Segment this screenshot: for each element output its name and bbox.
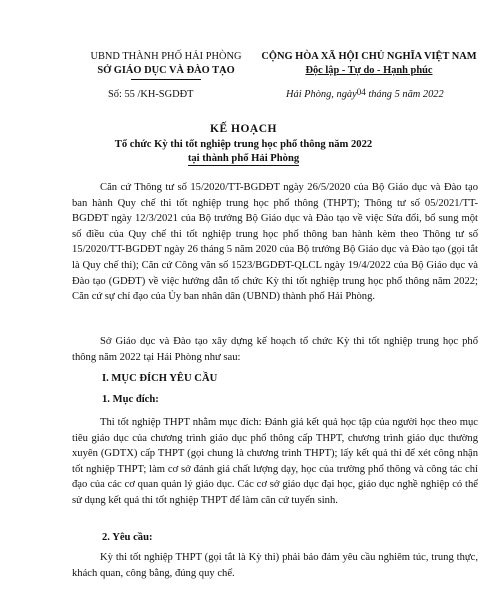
issuer-underline <box>131 79 201 80</box>
national-motto: Độc lập - Tự do - Hạnh phúc <box>305 64 433 76</box>
subsection-heading-purpose: 1. Mục đích: <box>102 394 159 405</box>
document-title: KẾ HOẠCH <box>210 123 277 135</box>
intro-paragraph <box>72 334 478 365</box>
paragraph-text: Kỳ thi tốt nghiệp THPT (gọi tắt là Kỳ thi) phải bảo đảm yêu cầu nghiêm túc, trung thực, khách quan, công bằng, đúng quy chế. <box>72 552 478 579</box>
subsection-heading-requirements: 2. Yêu cầu: <box>102 532 153 543</box>
national-header <box>258 50 480 77</box>
paragraph-text: Căn cứ Thông tư số 15/2020/TT-BGDĐT ngày 26/5/2020 của Bộ Giáo dục và Đào tạo ban hành Quy chế thi tốt nghiệp trung học phổ thông (THPT); Thông tư số 05/2021/TT-BGDĐT ngày 12/3/2021 của Bộ trưởng Bộ Giáo dục và Đào tạo về việc Sửa đổi, bổ sung một số điều của Quy chế thi tốt nghiệp trung học phổ thông ban hành kèm theo Thông tư số 15/2020/TT-BGDĐT ngày 26 tháng 5 năm 2020 của Bộ trưởng Bộ Giáo dục và Đào tạo (gọi tắt là Quy chế thi); Căn cứ Công văn số 1523/BGDĐT-QLCL ngày 19/4/2022 của Bộ Giáo dục và Đào tạo (GDĐT) về việc hướng dẫn tổ chức Kỳ thi tốt nghiệp trung học phổ thông năm 2022; Căn cứ sự chỉ đạo của Ủy ban nhân dân (UBND) thành phố Hải Phòng. <box>72 182 478 303</box>
paragraph-text: Sở Giáo dục và Đào tạo xây dựng kế hoạch tổ chức Kỳ thi tốt nghiệp trung học phổ thông năm 2022 tại Hải Phòng như sau: <box>72 336 478 363</box>
issuer-block <box>72 50 260 80</box>
national-name: CỘNG HÒA XÃ HỘI CHỦ NGHĨA VIỆT NAM <box>261 51 477 62</box>
document-subtitle-1: Tổ chức Kỳ thi tốt nghiệp trung học phổ thông năm 2022 <box>114 139 373 150</box>
legal-basis-paragraph <box>72 180 478 305</box>
date-suffix: tháng 5 năm 2022 <box>365 89 444 100</box>
issuer-department: SỞ GIÁO DỤC VÀ ĐÀO TẠO <box>97 64 235 76</box>
section-heading-1: I. MỤC ĐÍCH YÊU CẦU <box>102 373 218 384</box>
document-date <box>286 89 444 100</box>
purpose-paragraph <box>72 415 478 509</box>
issuer-city: UBND THÀNH PHỐ HẢI PHÒNG <box>90 51 242 62</box>
paragraph-text: Thi tốt nghiệp THPT nhằm mục đích: Đánh giá kết quả học tập của người học theo mục tiêu giáo dục của chương trình giáo dục phổ thông cấp THPT, chương trình giáo dục thường xuyên (GDTX) cấp THPT (gọi chung là chương trình THPT); lấy kết quả thi để xét công nhận tốt nghiệp THPT; làm cơ sở đánh giá chất lượng dạy, học của trường phổ thông và công tác chỉ đạo của các cơ quan quản lý giáo dục. Các cơ sở giáo dục đại học, giáo dục nghề nghiệp có thể sử dụng kết quả thi tốt nghiệp THPT để làm căn cứ tuyển sinh. <box>72 417 478 506</box>
document-number: Số: 55 /KH-SGDĐT <box>108 89 194 100</box>
requirements-paragraph <box>72 550 478 581</box>
date-prefix: Hải Phòng, ngày <box>286 89 357 100</box>
date-day: 04 <box>356 87 366 97</box>
subtitle-2-text: tại thành phố Hải Phòng <box>187 153 300 164</box>
document-subtitle-2 <box>0 153 487 164</box>
